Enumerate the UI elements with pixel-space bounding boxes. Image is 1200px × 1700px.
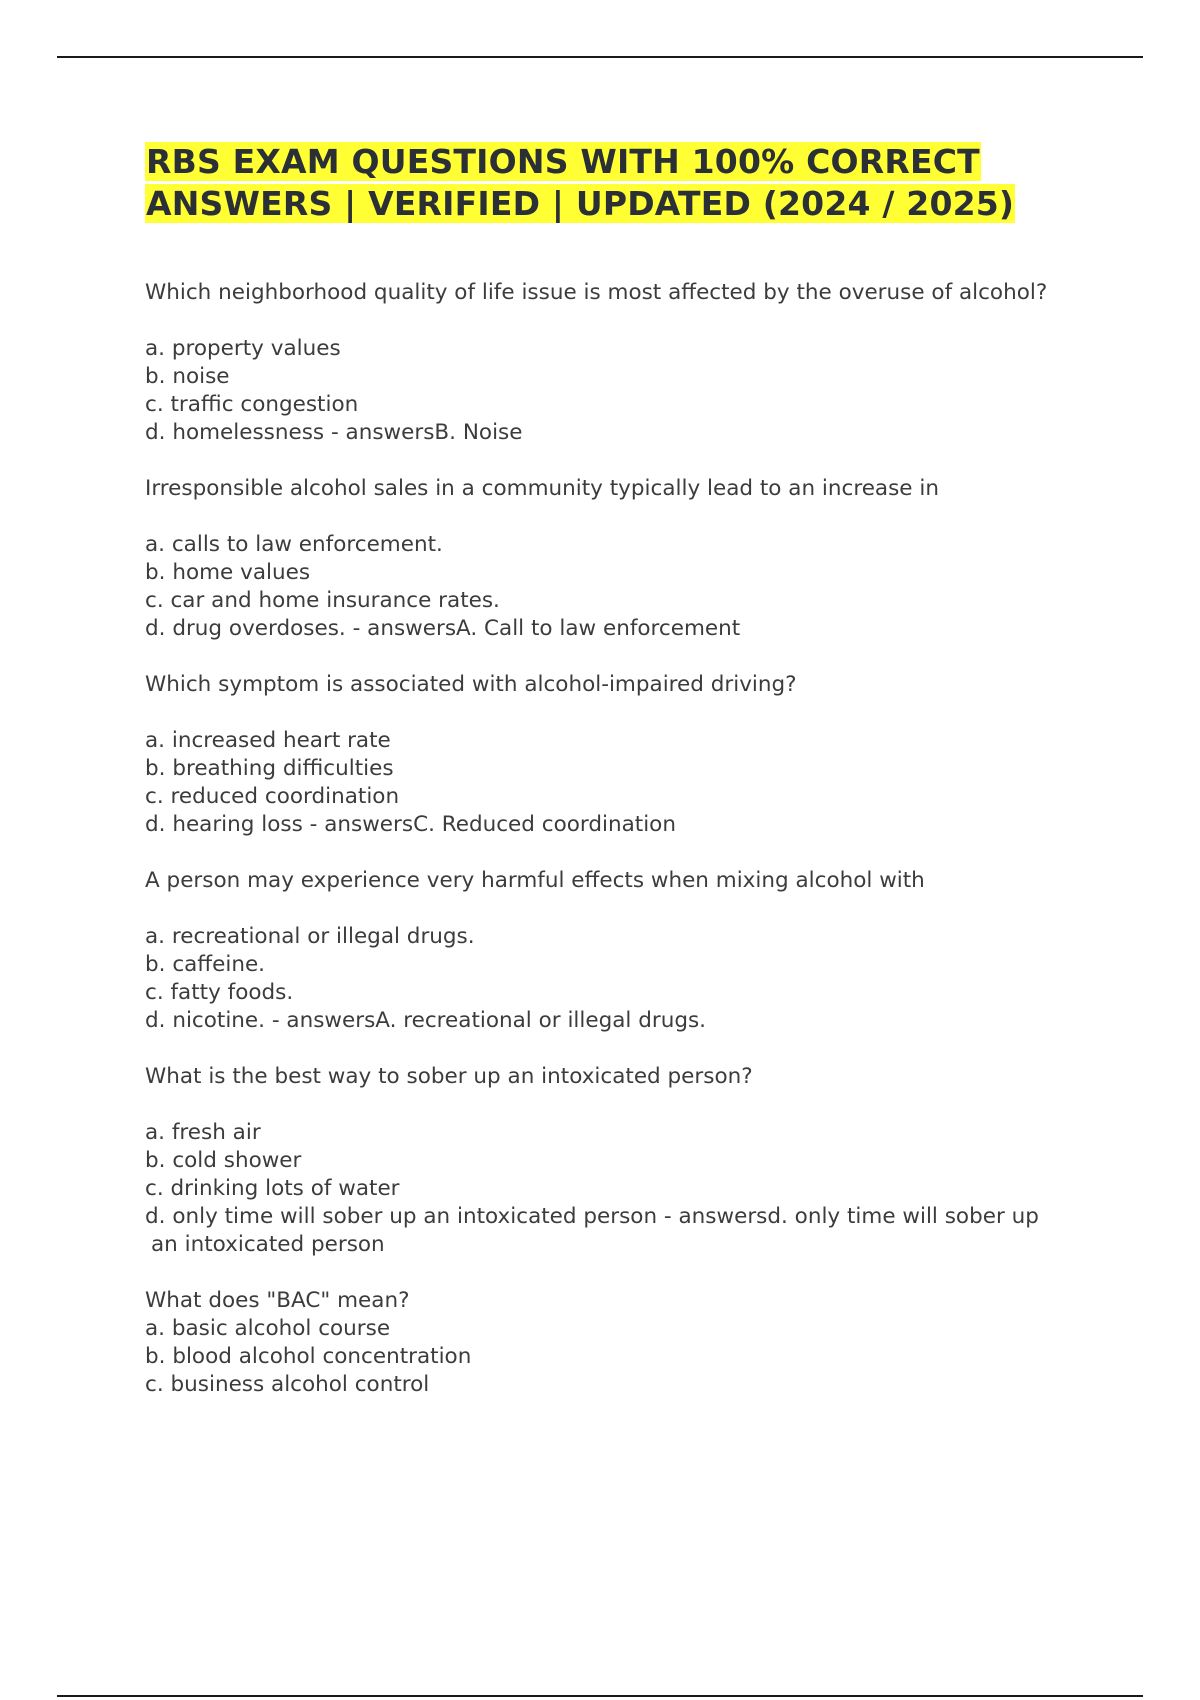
option-item: c. fatty foods.: [145, 980, 294, 1005]
option-list: [145, 335, 1090, 447]
question-block: [145, 475, 1090, 643]
option-item-with-answer: d. homelessness - answersB. Noise: [145, 420, 523, 445]
question-text: What is the best way to sober up an intoxicated person?: [145, 1064, 753, 1089]
option-item-continuation: an intoxicated person: [151, 1232, 385, 1257]
question-text: Which symptom is associated with alcohol-impaired driving?: [145, 672, 797, 697]
option-item: c. reduced coordination: [145, 784, 400, 809]
question-block: [145, 867, 1090, 1035]
question-text: What does "BAC" mean?: [145, 1288, 410, 1313]
question-text: Irresponsible alcohol sales in a community typically lead to an increase in: [145, 476, 939, 501]
question-list: [145, 279, 1090, 1399]
option-item: a. calls to law enforcement.: [145, 532, 443, 557]
option-item-with-answer: d. hearing loss - answersC. Reduced coordination: [145, 812, 676, 837]
option-item: a. fresh air: [145, 1120, 261, 1145]
option-list: [145, 727, 1090, 839]
question-block: [145, 1063, 1090, 1259]
option-item: b. caffeine.: [145, 952, 266, 977]
option-item-with-answer: d. only time will sober up an intoxicated person - answersd. only time will sober up: [145, 1204, 1039, 1229]
question-text: A person may experience very harmful effects when mixing alcohol with: [145, 868, 925, 893]
bottom-rule: [57, 1695, 1143, 1697]
option-list: [145, 531, 1090, 643]
option-item: a. property values: [145, 336, 341, 361]
option-item: b. blood alcohol concentration: [145, 1344, 472, 1369]
title-highlight: RBS EXAM QUESTIONS WITH 100% CORRECT ANSWERS | VERIFIED | UPDATED (2024 / 2025): [146, 142, 1015, 223]
option-item: b. breathing difficulties: [145, 756, 394, 781]
option-item: c. car and home insurance rates.: [145, 588, 500, 613]
option-list: [145, 923, 1090, 1035]
option-list: [145, 1315, 1090, 1399]
option-item: c. business alcohol control: [145, 1372, 430, 1397]
option-item: c. traffic congestion: [145, 392, 359, 417]
document-title: [145, 141, 1090, 225]
option-item: b. noise: [145, 364, 230, 389]
option-item: a. basic alcohol course: [145, 1316, 391, 1341]
document-body: [145, 141, 1090, 1399]
question-text: Which neighborhood quality of life issue is most affected by the overuse of alcohol?: [145, 280, 1048, 305]
option-item: a. increased heart rate: [145, 728, 391, 753]
question-block: [145, 671, 1090, 839]
question-block: [145, 1287, 1090, 1399]
option-item: b. cold shower: [145, 1148, 302, 1173]
option-item: a. recreational or illegal drugs.: [145, 924, 475, 949]
option-item-with-answer: d. drug overdoses. - answersA. Call to law enforcement: [145, 616, 741, 641]
top-rule: [57, 56, 1143, 58]
option-item: b. home values: [145, 560, 311, 585]
question-block: [145, 279, 1090, 447]
option-item-with-answer: d. nicotine. - answersA. recreational or illegal drugs.: [145, 1008, 707, 1033]
option-item: c. drinking lots of water: [145, 1176, 400, 1201]
option-list: [145, 1119, 1090, 1259]
